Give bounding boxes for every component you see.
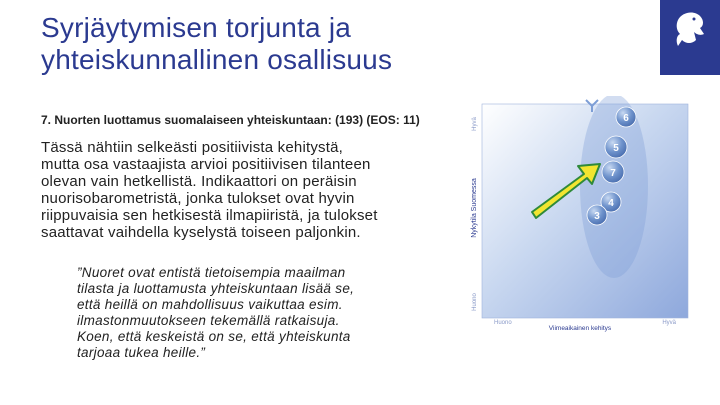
x-axis-left-label: Huono bbox=[494, 320, 512, 326]
bubble bbox=[616, 107, 636, 127]
slide-title bbox=[41, 12, 481, 76]
quote-line: ”Nuoret ovat entistä tietoisempia maailman bbox=[77, 265, 346, 280]
svg-text:6: 6 bbox=[623, 113, 629, 124]
y-axis-bottom-label: Huono bbox=[472, 293, 478, 311]
body-line: nuorisobarometristä, jonka tulokset ovat hyvin bbox=[41, 190, 355, 207]
y-axis-top-label: Hyvä bbox=[472, 117, 478, 131]
bubble bbox=[605, 136, 627, 158]
quote-line: tarjoaa tukea heille.” bbox=[77, 345, 206, 360]
quote-block bbox=[77, 265, 457, 361]
body-line: riippuvaisia sen hetkisestä ilmapiiristä, ja tulokset bbox=[41, 207, 378, 224]
x-axis-right-label: Hyvä bbox=[662, 320, 676, 326]
bubble bbox=[587, 205, 607, 225]
bubble bbox=[602, 161, 624, 183]
body-line: mutta osa vastaajista arvioi positiivisen tilanteen bbox=[41, 156, 371, 173]
y-axis-label: Nykytila Suomessa bbox=[471, 178, 478, 238]
lion-crest-icon bbox=[660, 0, 720, 75]
svg-text:4: 4 bbox=[608, 198, 614, 209]
quote-line: ilmastonmuutokseen tekemällä ratkaisuja. bbox=[77, 313, 340, 328]
quote-line: Koen, että keskeistä on se, että yhteiskunta bbox=[77, 329, 351, 344]
logo bbox=[660, 0, 720, 75]
x-axis-label: Viimeaikainen kehitys bbox=[548, 325, 612, 332]
svg-text:3: 3 bbox=[594, 211, 600, 222]
body-line: saattavat vaihdella kyselystä toiseen paljonkin. bbox=[41, 224, 361, 241]
indicator-chart-svg bbox=[466, 96, 694, 336]
quote-line: tilasta ja luottamusta yhteiskuntaan lisää se, bbox=[77, 281, 355, 296]
svg-text:7: 7 bbox=[610, 168, 616, 179]
body-line: Tässä nähtiin selkeästi positiivista kehitystä, bbox=[41, 139, 344, 156]
body-line: olevan vain hetkellistä. Indikaattori on peräisin bbox=[41, 173, 357, 190]
indicator-subtitle: 7. Nuorten luottamus suomalaiseen yhteiskuntaan: (193) (EOS: 11) bbox=[41, 113, 420, 127]
title-line: yhteiskunnallinen osallisuus bbox=[41, 44, 393, 75]
quote-line: että heillä on mahdollisuus vaikuttaa esim. bbox=[77, 297, 343, 312]
svg-text:5: 5 bbox=[613, 143, 619, 154]
indicator-chart bbox=[466, 96, 694, 336]
title-line: Syrjäytymisen torjunta ja bbox=[41, 12, 352, 43]
body-paragraph bbox=[41, 139, 461, 241]
